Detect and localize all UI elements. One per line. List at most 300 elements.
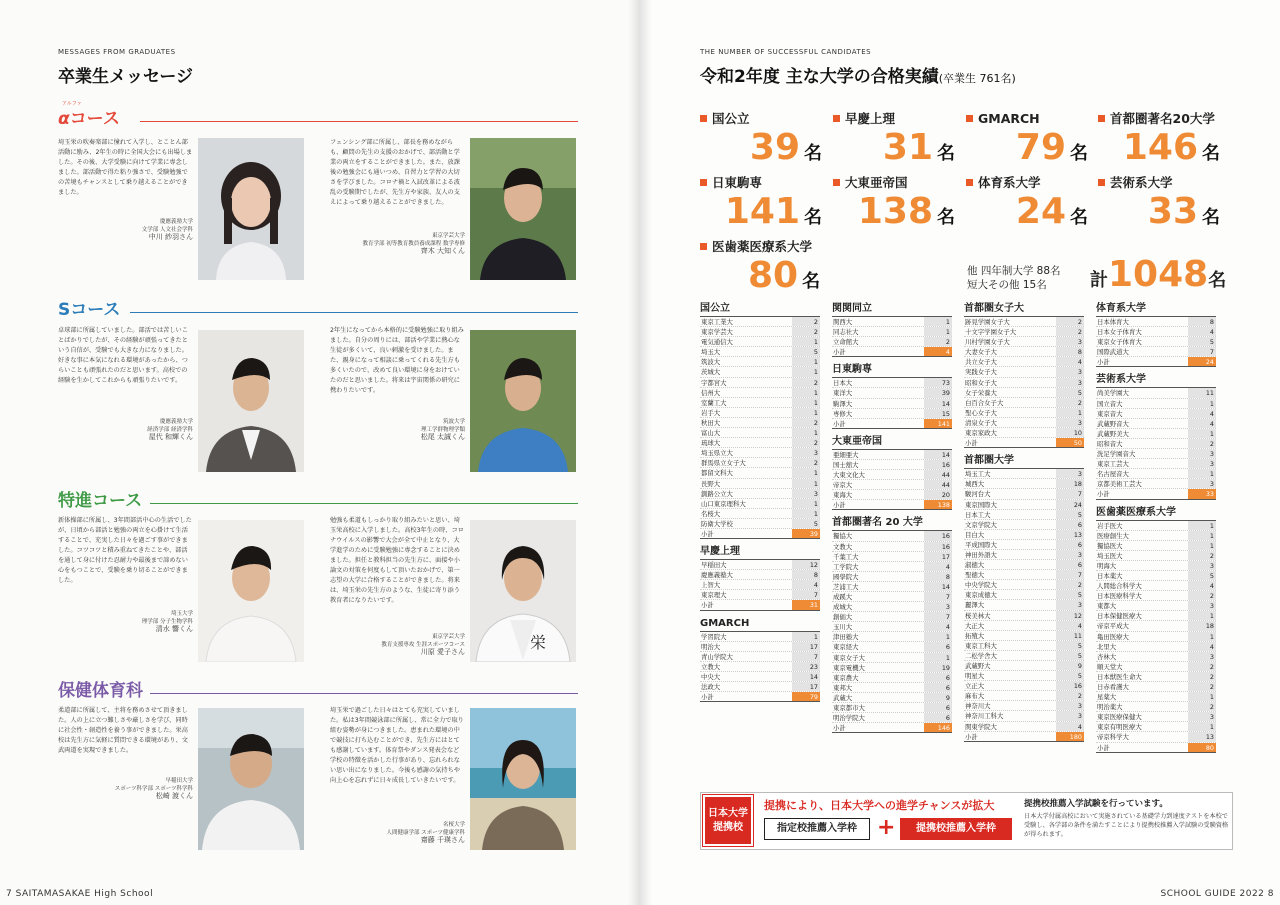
university-name: 日本女子体育大 — [1097, 328, 1142, 337]
table-row — [700, 367, 820, 377]
university-name: 駒澤大 — [833, 399, 853, 408]
pass-count: 10 — [1056, 428, 1084, 437]
pass-count: 24 — [1056, 500, 1084, 509]
table-row — [700, 408, 820, 418]
table-row — [964, 590, 1084, 600]
pass-count: 1 — [1188, 632, 1216, 641]
group-title: 大東亜帝国 — [832, 435, 882, 447]
left-footer: 7 SAITAMASAKAE High School — [6, 889, 154, 899]
table-row — [832, 337, 952, 347]
university-name: 明治大 — [701, 642, 721, 651]
table-row — [700, 468, 820, 478]
university-name: 明治学院大 — [833, 714, 865, 723]
subtotal-value: 4 — [924, 347, 952, 356]
table-row — [832, 612, 952, 622]
graduate-caption: 慶應義塾大学 経済学部 経済学科 屋代 和輝くん — [147, 419, 193, 441]
pass-count: 8 — [924, 572, 952, 581]
university-name: 武蔵大 — [833, 693, 853, 702]
pass-count: 1 — [792, 408, 820, 417]
university-name: 獨協大 — [833, 532, 853, 541]
pass-count: 9 — [924, 693, 952, 702]
table-row — [700, 672, 820, 682]
table-row — [1096, 541, 1216, 551]
table-row — [964, 540, 1084, 550]
group-title: 日東駒専 — [832, 364, 872, 376]
university-group — [964, 454, 1084, 742]
course-s-title: Sコース — [58, 300, 121, 320]
table-row — [832, 642, 952, 652]
university-name: 東京工科大 — [965, 641, 997, 650]
message-text: 埼玉栄で過ごした日々はとても充実していました。私は3年間競泳部に所属し、常に全力で取り組む姿勢が身につきました。恵まれた環境の中で競技に打ち込むことができ、先生方にはとても感謝しています。体育祭やダンス発表会など学校の特徴を活かした行事があり、忘れられない思い出になりました。今後も感謝の気持ちや向上心を忘れずに日々成長していきたいです。 — [330, 707, 464, 784]
table-row — [964, 560, 1084, 570]
table-row — [832, 632, 952, 642]
university-name: 女子栄養大 — [965, 388, 997, 397]
university-name: 埼玉県立大 — [701, 449, 733, 458]
university-name: 電気通信大 — [701, 338, 733, 347]
pass-count: 1 — [792, 509, 820, 518]
pass-count: 3 — [1188, 479, 1216, 488]
table-row — [1096, 722, 1216, 732]
subtotal-row — [1096, 357, 1216, 367]
university-name: 国士舘大 — [833, 460, 859, 469]
pass-count: 16 — [924, 542, 952, 551]
table-row — [700, 347, 820, 357]
university-name: 白百合女子大 — [965, 398, 1004, 407]
university-group — [1096, 373, 1216, 499]
university-name: 東京理大 — [701, 591, 727, 600]
university-name: 信州大 — [701, 388, 721, 397]
pass-count: 1 — [924, 653, 952, 662]
university-name: 大妻女子大 — [965, 348, 997, 357]
pass-count: 5 — [1056, 641, 1084, 650]
university-name: 上智大 — [701, 581, 721, 590]
table-row — [700, 458, 820, 468]
table-row — [964, 580, 1084, 590]
table-row — [700, 519, 820, 529]
table-row — [1096, 399, 1216, 409]
pass-count: 3 — [1188, 449, 1216, 458]
pass-count: 6 — [1056, 540, 1084, 549]
subtotal-label: 小計 — [1097, 490, 1110, 499]
table-row — [964, 510, 1084, 520]
university-name: 青山学院大 — [701, 652, 733, 661]
pass-count: 23 — [792, 662, 820, 671]
table-row — [964, 661, 1084, 671]
university-name: 宇都宮大 — [701, 378, 727, 387]
table-row — [964, 469, 1084, 479]
svg-text:栄: 栄 — [530, 633, 547, 652]
university-name: 慶應義塾大 — [701, 571, 733, 580]
university-name: 獨協医大 — [1097, 541, 1123, 550]
table-row — [964, 711, 1084, 721]
university-name: 室蘭工大 — [701, 398, 727, 407]
table-row — [1096, 642, 1216, 652]
university-name: 聖徳大 — [965, 571, 985, 580]
table-row — [700, 499, 820, 509]
university-name: 帝京科学大 — [1097, 733, 1129, 742]
stat-taiiku: 体育系大学 24 名 — [966, 174, 1088, 238]
graduate-caption: 慶應義塾大学 文学部 人文社会学科 中川 紗羽さん — [141, 219, 193, 241]
subtotal-label: 小計 — [965, 732, 978, 741]
subtotal-label: 小計 — [1097, 358, 1110, 367]
subtotal-label: 小計 — [701, 529, 714, 538]
group-title: GMARCH — [700, 617, 750, 629]
pass-count: 6 — [1056, 560, 1084, 569]
university-name: 学習院大 — [701, 632, 727, 641]
message-text: フェンシング部に所属し、部長を務めながらも、顧問の先生の支援のおかげで、部活動と学業の両立をすることができました。また、放課後の勉強会にも通いつめ、自習力と学習の大切さを学びました。コロナ禍と入試改革による波乱の受験期でしたが、先生方や家族、友人の支えによって乗り越えることができました。 — [330, 139, 460, 206]
subtotal-value: 31 — [792, 600, 820, 609]
group-title: 首都圏大学 — [964, 455, 1014, 467]
university-group — [832, 435, 952, 511]
right-footer: SCHOOL GUIDE 2022 8 — [1160, 889, 1274, 899]
university-name: 同志社大 — [833, 328, 859, 337]
university-name: 東京家政大 — [965, 429, 997, 438]
university-name: 関東学院大 — [965, 722, 997, 731]
stat-daitouateikoku: 大東亜帝国 138 名 — [833, 174, 955, 238]
pass-count: 3 — [1056, 600, 1084, 609]
table-row — [964, 520, 1084, 530]
pass-count: 14 — [924, 450, 952, 459]
graduate-photo — [198, 708, 304, 850]
table-column-2 — [832, 302, 952, 739]
table-row — [700, 479, 820, 489]
university-name: 国立音大 — [1097, 399, 1123, 408]
stat-ishiyaku: 医歯薬医療系大学 80 名 — [700, 238, 824, 302]
pass-count: 2 — [792, 378, 820, 387]
university-name: 東京工芸大 — [1097, 460, 1129, 469]
university-name: 東京工業大 — [701, 318, 733, 326]
graduate-caption: 早稲田大学 スポーツ科学部 スポーツ科学科 松崎 渡くん — [114, 778, 193, 800]
university-name: 山口東京理科大 — [701, 499, 746, 508]
subtotal-label: 小計 — [701, 693, 714, 702]
table-row — [964, 347, 1084, 357]
university-name: 武蔵野美大 — [1097, 429, 1129, 438]
pass-count: 7 — [924, 592, 952, 601]
university-name: 関西大 — [833, 318, 853, 326]
page-gutter — [628, 0, 652, 905]
pass-count: 1 — [1188, 469, 1216, 478]
table-row — [1096, 409, 1216, 419]
table-row — [700, 682, 820, 692]
banner-right-title: 提携校推薦入学試験を行っています。 — [1024, 799, 1168, 809]
university-name: 十文字学園女子大 — [965, 328, 1017, 337]
university-name: 清泉女子大 — [965, 418, 997, 427]
pass-count: 1 — [792, 337, 820, 346]
university-name: 昭和女子大 — [965, 378, 997, 387]
pass-count: 3 — [1188, 712, 1216, 721]
university-name: 城西大 — [965, 480, 985, 489]
pass-count: 16 — [924, 460, 952, 469]
pass-count: 9 — [1056, 661, 1084, 670]
pass-count: 1 — [1188, 611, 1216, 620]
university-name: 東都大 — [1097, 602, 1117, 611]
table-row — [700, 388, 820, 398]
message-text: 勉強も柔道もしっかり取り組みたいと思い、埼玉栄高校に入学しました。高校3年生の時、コロナウイルスの影響で大会が全て中止となり、大学進学のために受験勉強に専念することに決めました。担任と教科担当の先生方に、面接や小論文の対策を何度もして頂いたおかげで、第一志望の大学に合格することができました。将来は、埼玉栄の先生方のような、生徒に寄り添う教育者になりたいです。 — [330, 517, 464, 604]
graduate-caption: 名桜大学 人間健康学部 スポーツ健康学科 齋藤 千瑛さん — [386, 822, 465, 844]
pass-count: 17 — [792, 682, 820, 691]
university-name: 北里大 — [1097, 642, 1117, 651]
stat-shutoken20: 首都圏著名20大学 146 名 — [1098, 110, 1220, 174]
university-name: 芝浦工大 — [833, 582, 859, 591]
pass-count: 1 — [1188, 521, 1216, 530]
group-title: 首都圏女子大 — [964, 303, 1024, 314]
university-name: 東京音大 — [1097, 409, 1123, 418]
pass-count: 3 — [792, 448, 820, 457]
university-name: 富山大 — [701, 429, 721, 438]
pass-count: 3 — [1056, 337, 1084, 346]
university-group — [1096, 506, 1216, 753]
university-group — [700, 302, 820, 539]
pass-count: 1 — [1056, 408, 1084, 417]
pass-count: 5 — [1188, 571, 1216, 580]
pass-count: 2 — [1188, 702, 1216, 711]
table-row — [832, 409, 952, 419]
pass-count: 44 — [924, 480, 952, 489]
subtotal-value: 39 — [792, 529, 820, 538]
pass-count: 1 — [792, 479, 820, 488]
table-row — [964, 408, 1084, 418]
pass-count: 2 — [1188, 551, 1216, 560]
university-name: 中央大 — [701, 672, 721, 681]
table-row — [964, 489, 1084, 499]
university-name: 大正大 — [965, 621, 985, 630]
table-row — [700, 378, 820, 388]
table-row — [832, 450, 952, 460]
plus-icon: + — [877, 815, 896, 840]
table-row — [700, 428, 820, 438]
group-title: 早慶上理 — [700, 546, 740, 558]
university-name: 東京電機大 — [833, 663, 865, 672]
table-row — [1096, 611, 1216, 621]
pass-count: 4 — [1188, 642, 1216, 651]
pass-count: 2 — [1056, 317, 1084, 326]
pass-count: 4 — [1056, 357, 1084, 366]
pass-count: 1 — [1188, 399, 1216, 408]
table-row — [1096, 337, 1216, 347]
pass-count: 4 — [924, 562, 952, 571]
pass-count: 1 — [924, 327, 952, 336]
table-row — [964, 722, 1084, 732]
table-row — [832, 399, 952, 409]
university-name: 玉川大 — [833, 623, 853, 632]
university-name: 駿河台大 — [965, 490, 991, 499]
pass-count: 1 — [792, 632, 820, 641]
table-row — [832, 653, 952, 663]
group-title: 体育系大学 — [1096, 303, 1146, 314]
pass-count: 3 — [1188, 561, 1216, 570]
university-name: 東京農大 — [833, 673, 859, 682]
pass-count: 3 — [1056, 711, 1084, 720]
university-name: 二松学舎大 — [965, 651, 997, 660]
subtotal-row — [964, 438, 1084, 448]
subtotal-row — [832, 723, 952, 733]
stat-geijutsu: 芸術系大学 33 名 — [1098, 174, 1220, 238]
university-name: 茨城大 — [701, 368, 721, 377]
university-group — [1096, 302, 1216, 367]
pass-count: 13 — [1056, 530, 1084, 539]
table-row — [964, 500, 1084, 510]
graduate-photo — [198, 138, 304, 280]
table-row — [964, 428, 1084, 438]
pass-count: 2 — [1056, 327, 1084, 336]
pass-count: 11 — [1056, 631, 1084, 640]
university-name: 日本体育大 — [1097, 318, 1129, 326]
university-name: 秋田大 — [701, 418, 721, 427]
subtotal-row — [700, 529, 820, 539]
table-row — [964, 317, 1084, 327]
partner-recommendation-label: 提携校推薦入学枠 — [900, 818, 1012, 840]
university-name: 星薬大 — [1097, 693, 1117, 702]
table-row — [1096, 732, 1216, 742]
left-page-title: 卒業生メッセージ — [58, 67, 193, 87]
university-name: 麻布大 — [965, 692, 985, 701]
university-name: 昭和音大 — [1097, 439, 1123, 448]
pass-count: 4 — [924, 622, 952, 631]
university-name: 日赤看護大 — [1097, 683, 1129, 691]
stat-gmarch: GMARCH 79 名 — [966, 110, 1088, 174]
course-alpha — [58, 101, 578, 130]
pass-count: 20 — [924, 490, 952, 499]
table-row — [1096, 419, 1216, 429]
stat-nittoukomasen: 日東駒専 141 名 — [700, 174, 822, 238]
table-row — [964, 327, 1084, 337]
table-row — [832, 460, 952, 470]
university-name: 文教大 — [833, 542, 853, 551]
subtotal-value: 141 — [924, 419, 952, 428]
stat-kokkoritsu: 国公立 39 名 — [700, 110, 822, 174]
pass-count: 14 — [924, 399, 952, 408]
university-name: 国際武道大 — [1097, 348, 1129, 357]
subtotal-value: 33 — [1188, 489, 1216, 498]
table-row — [832, 327, 952, 337]
subtotal-row — [832, 347, 952, 357]
pass-count: 17 — [792, 642, 820, 651]
table-row — [964, 398, 1084, 408]
table-row — [964, 681, 1084, 691]
table-row — [964, 530, 1084, 540]
table-row — [700, 418, 820, 428]
university-name: 日本工大 — [965, 510, 991, 519]
table-row — [964, 357, 1084, 367]
course-hoken-title: 保健体育科 — [58, 681, 143, 701]
university-group — [964, 302, 1084, 448]
table-row — [964, 691, 1084, 701]
university-name: 京都美術工芸大 — [1097, 480, 1142, 489]
table-row — [1096, 712, 1216, 722]
table-row — [1096, 388, 1216, 398]
university-name: 長野大 — [701, 479, 721, 488]
pass-count: 4 — [1188, 581, 1216, 590]
graduate-caption: 埼玉大学 理学部 分子生物学科 清水 響くん — [141, 611, 193, 633]
table-row — [964, 600, 1084, 610]
message-text: 新体操部に所属し、3年間部活中心の生活でしたが、日頃から部活と勉強の両立を心掛けて生活することで、充実した日々を過ごす事ができました。コツコツと積み重ねてきたことや、部活を通して身に付けた忍耐力や最後まで諦めない心をもつことで、受験を乗り切ることができました。 — [58, 517, 192, 584]
table-row — [832, 562, 952, 572]
university-name: 日本獣医生命大 — [1097, 672, 1142, 681]
university-name: 順天堂大 — [1097, 662, 1123, 671]
university-name: 医療創生大 — [1097, 531, 1129, 540]
table-row — [1096, 672, 1216, 682]
university-name: 群馬県立女子大 — [701, 459, 746, 468]
pass-count: 4 — [1056, 722, 1084, 731]
table-row — [964, 337, 1084, 347]
pass-count: 8 — [1056, 347, 1084, 356]
table-row — [964, 388, 1084, 398]
table-row — [832, 470, 952, 480]
table-row — [832, 663, 952, 673]
table-row — [700, 398, 820, 408]
pass-count: 3 — [1056, 701, 1084, 710]
table-row — [832, 572, 952, 582]
pass-count: 4 — [1188, 419, 1216, 428]
course-hoken-rule — [150, 693, 578, 694]
pass-count: 15 — [924, 409, 952, 418]
stat-soukei: 早慶上理 31 名 — [833, 110, 955, 174]
subtotal-row — [1096, 743, 1216, 753]
university-name: 専修大 — [833, 409, 853, 418]
table-column-1 — [700, 302, 820, 708]
subtotal-label: 小計 — [833, 419, 846, 428]
university-name: 名桜大 — [701, 509, 721, 518]
table-row — [1096, 682, 1216, 692]
university-name: 創価大 — [833, 613, 853, 622]
table-row — [964, 621, 1084, 631]
subtotal-row — [964, 732, 1084, 742]
university-name: 聖心女子大 — [965, 408, 997, 417]
pass-count: 8 — [1188, 317, 1216, 326]
university-name: 津田塾大 — [833, 633, 859, 642]
course-tokushin-title: 特進コース — [58, 491, 143, 511]
pass-count: 4 — [792, 580, 820, 589]
university-group — [832, 302, 952, 357]
table-row — [964, 570, 1084, 580]
table-row — [832, 490, 952, 500]
table-row — [700, 327, 820, 337]
pass-count: 6 — [924, 683, 952, 692]
subtotal-value: 180 — [1056, 732, 1084, 741]
pass-count: 13 — [1188, 732, 1216, 741]
graduate-caption: 筑波大学 理工学群物理学類 松尾 太誠くん — [420, 419, 465, 441]
pass-count: 5 — [1056, 510, 1084, 519]
pass-count: 3 — [1188, 652, 1216, 661]
university-name: 防衛大学校 — [701, 519, 733, 528]
university-name: 亜細亜大 — [833, 450, 859, 459]
university-name: 東京有明医療大 — [1097, 723, 1142, 732]
table-row — [700, 662, 820, 672]
table-row — [1096, 327, 1216, 337]
table-row — [964, 701, 1084, 711]
university-name: 亀田医療大 — [1097, 632, 1129, 641]
pass-count: 1 — [792, 357, 820, 366]
table-row — [832, 622, 952, 632]
group-title: 国公立 — [700, 303, 730, 314]
table-row — [1096, 521, 1216, 531]
pass-count: 6 — [924, 642, 952, 651]
pass-count: 73 — [924, 378, 952, 387]
subtotal-value: 146 — [924, 723, 952, 732]
pass-count: 1 — [792, 428, 820, 437]
table-row — [1096, 662, 1216, 672]
table-row — [964, 611, 1084, 621]
table-row — [1096, 531, 1216, 541]
table-row — [700, 317, 820, 327]
table-row — [1096, 561, 1216, 571]
table-row — [832, 378, 952, 388]
subtotal-value: 24 — [1188, 357, 1216, 366]
university-name: 立命館大 — [833, 338, 859, 347]
pass-count: 1 — [792, 398, 820, 407]
pass-count: 6 — [924, 673, 952, 682]
banner-right-text: 日本大学付属高校において実施されている基礎学力到達度テストを本校で受験し、各学部の条件を満たすことにより提携校推薦入学試験の受験資格が得られます。 — [1024, 813, 1229, 838]
